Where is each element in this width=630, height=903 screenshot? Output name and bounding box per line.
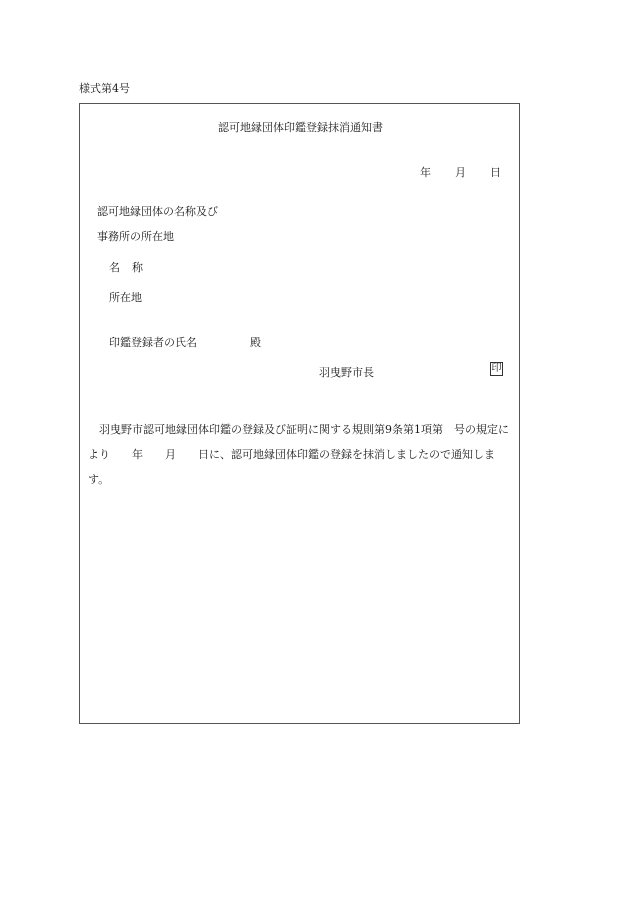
- date-day-label: 日: [490, 166, 501, 179]
- seal-mark: 印: [491, 363, 502, 374]
- registrant-label: 印鑑登録者の氏名: [109, 336, 197, 349]
- honorific: 殿: [250, 336, 261, 349]
- org-label-line1: 認可地縁団体の名称及び: [97, 205, 218, 218]
- form-frame: [79, 103, 520, 724]
- address-label: 所在地: [109, 291, 142, 304]
- org-label-line2: 事務所の所在地: [97, 230, 174, 243]
- date-line: [420, 167, 501, 178]
- date-year-label: 年: [420, 166, 431, 179]
- form-number: 様式第4号: [79, 82, 130, 95]
- date-month-label: 月: [455, 166, 466, 179]
- body-text: 羽曳野市認可地縁団体印鑑の登録及び証明に関する規則第9条第1項第 号の規定により 年 月 日に、認可地縁団体印鑑の登録を抹消しましたので通知します。: [88, 423, 509, 486]
- document-title: 認可地縁団体印鑑登録抹消通知書: [218, 121, 383, 134]
- mayor-label: 羽曳野市長: [319, 366, 374, 379]
- name-label: 名称: [109, 261, 155, 274]
